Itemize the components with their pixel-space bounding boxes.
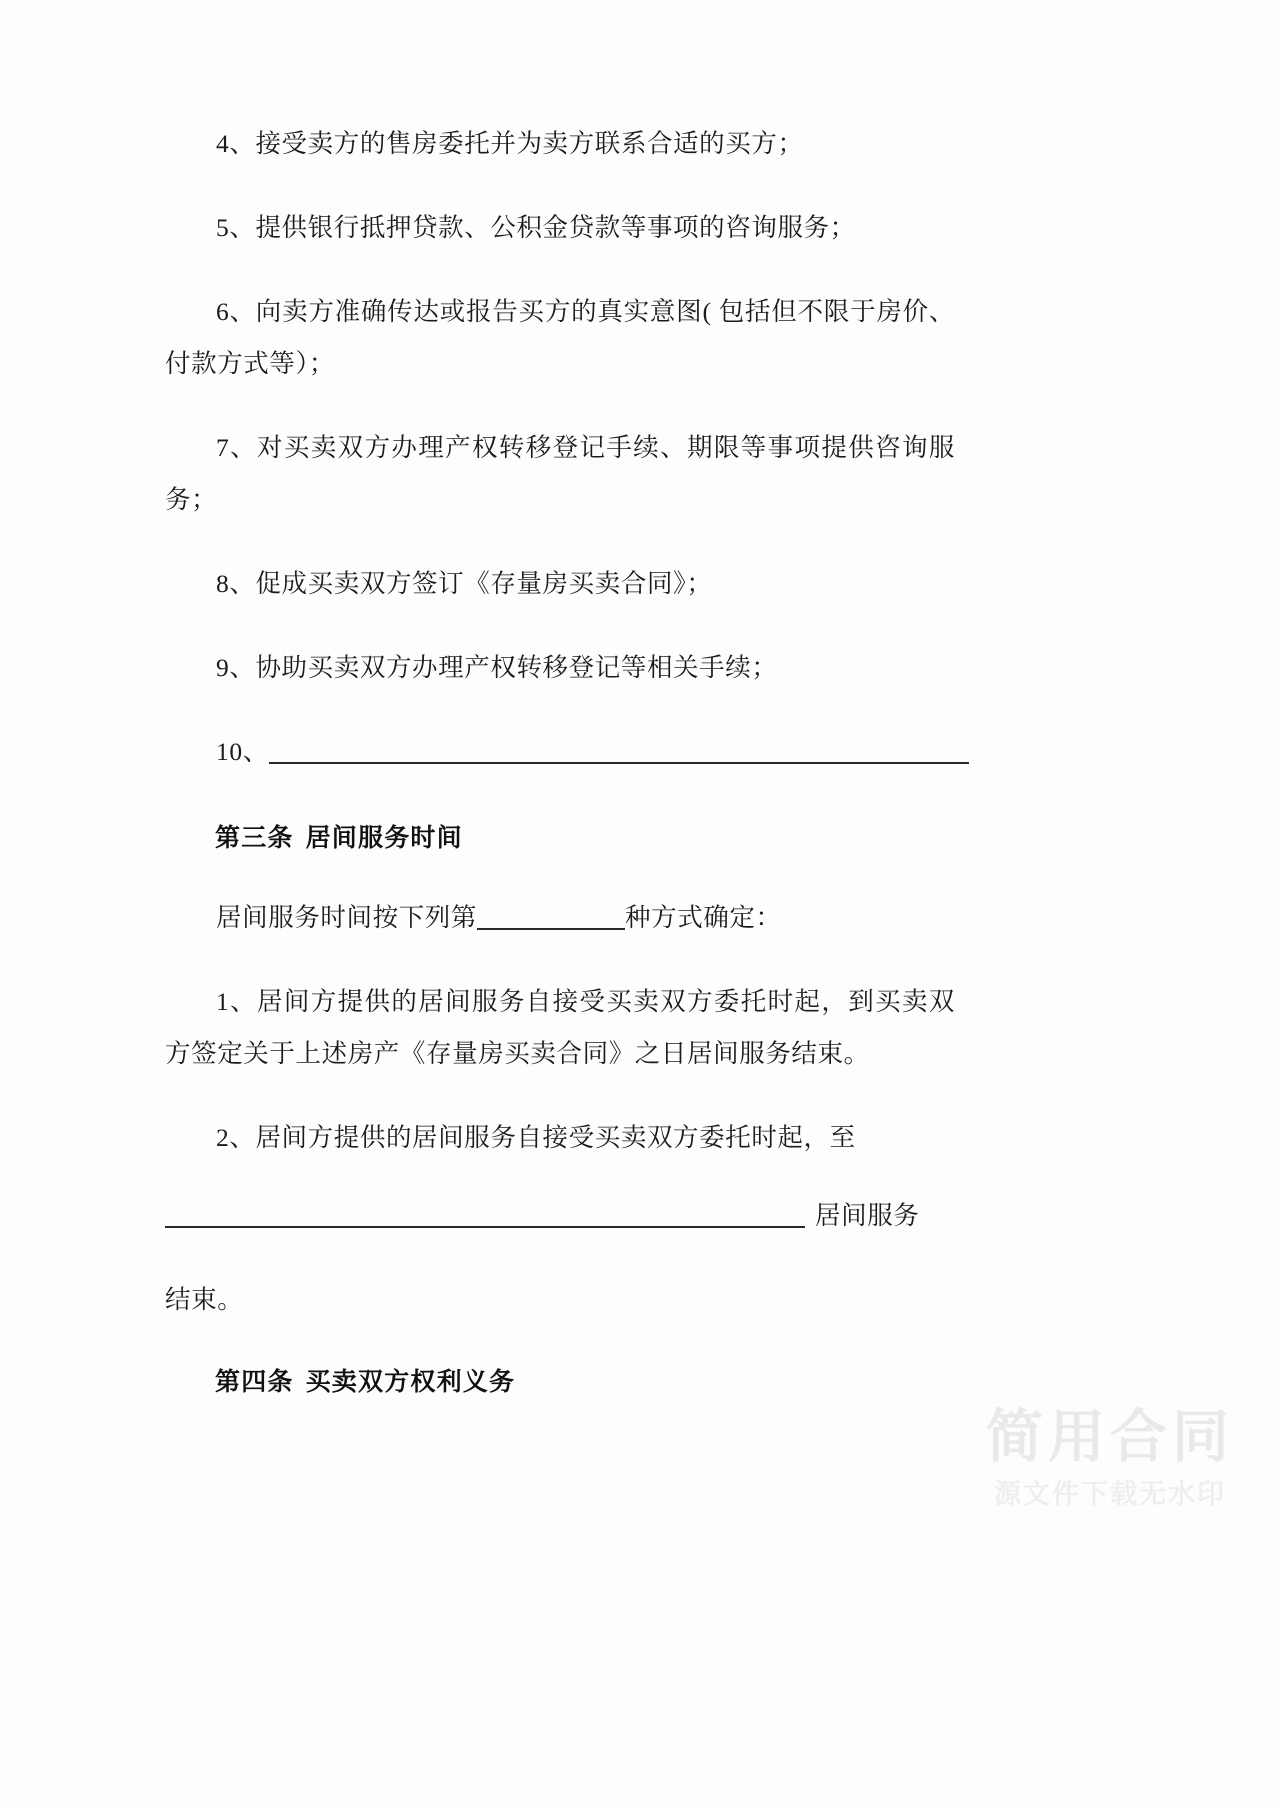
list-item-6: 6、向卖方准确传达或报告买方的真实意图( 包括但不限于房价、付款方式等）； (165, 297, 955, 378)
list-item-7: 7、对买卖双方办理产权转移登记手续、期限等事项提供咨询服务； (165, 433, 955, 514)
section3-item-2-line3: 结束。 (165, 1285, 244, 1314)
watermark-brand: 简用合同 (986, 1405, 1234, 1469)
section3-intro-suffix: 种方式确定： (625, 903, 782, 932)
list-item-10-label: 10、 (216, 737, 269, 766)
document-body (165, 118, 955, 1436)
section3-intro-blank-field[interactable] (477, 906, 625, 930)
section-heading-3 (165, 814, 955, 862)
section3-item-2-line2 (165, 1190, 955, 1242)
section3-item-2-line1: 2、居间方提供的居间服务自接受买卖双方委托时起，至 (216, 1123, 856, 1152)
section-heading-4 (165, 1358, 955, 1406)
watermark-tagline: 源文件下载无水印 (994, 1479, 1226, 1509)
list-item-4: 4、接受卖方的售房委托并为卖方联系合适的买方； (216, 129, 804, 158)
section3-item-2-blank-field[interactable] (165, 1204, 805, 1228)
section-heading-4-title: 买卖双方权利义务 (305, 1368, 516, 1396)
section3-item-2-line2-tail: 居间服务 (815, 1201, 920, 1230)
list-item-9: 9、协助买卖双方办理产权转移登记等相关手续； (216, 653, 778, 682)
list-item-5: 5、提供银行抵押贷款、公积金贷款等事项的咨询服务； (216, 213, 856, 242)
section3-intro-prefix: 居间服务时间按下列第 (216, 903, 478, 932)
list-item-10 (165, 726, 955, 778)
section3-intro (165, 892, 955, 944)
section-heading-3-title: 居间服务时间 (305, 824, 463, 852)
list-item-8: 8、促成买卖双方签订《存量房买卖合同》； (216, 569, 713, 598)
list-item-10-blank-field[interactable] (269, 740, 969, 764)
section-heading-4-number: 第四条 (215, 1368, 294, 1396)
section3-item-1: 1、居间方提供的居间服务自接受买卖双方委托时起，到买卖双方签定关于上述房产《存量房买卖合同》之日居间服务结束。 (165, 987, 955, 1068)
watermark (986, 1406, 1234, 1514)
section-heading-3-number: 第三条 (215, 824, 294, 852)
